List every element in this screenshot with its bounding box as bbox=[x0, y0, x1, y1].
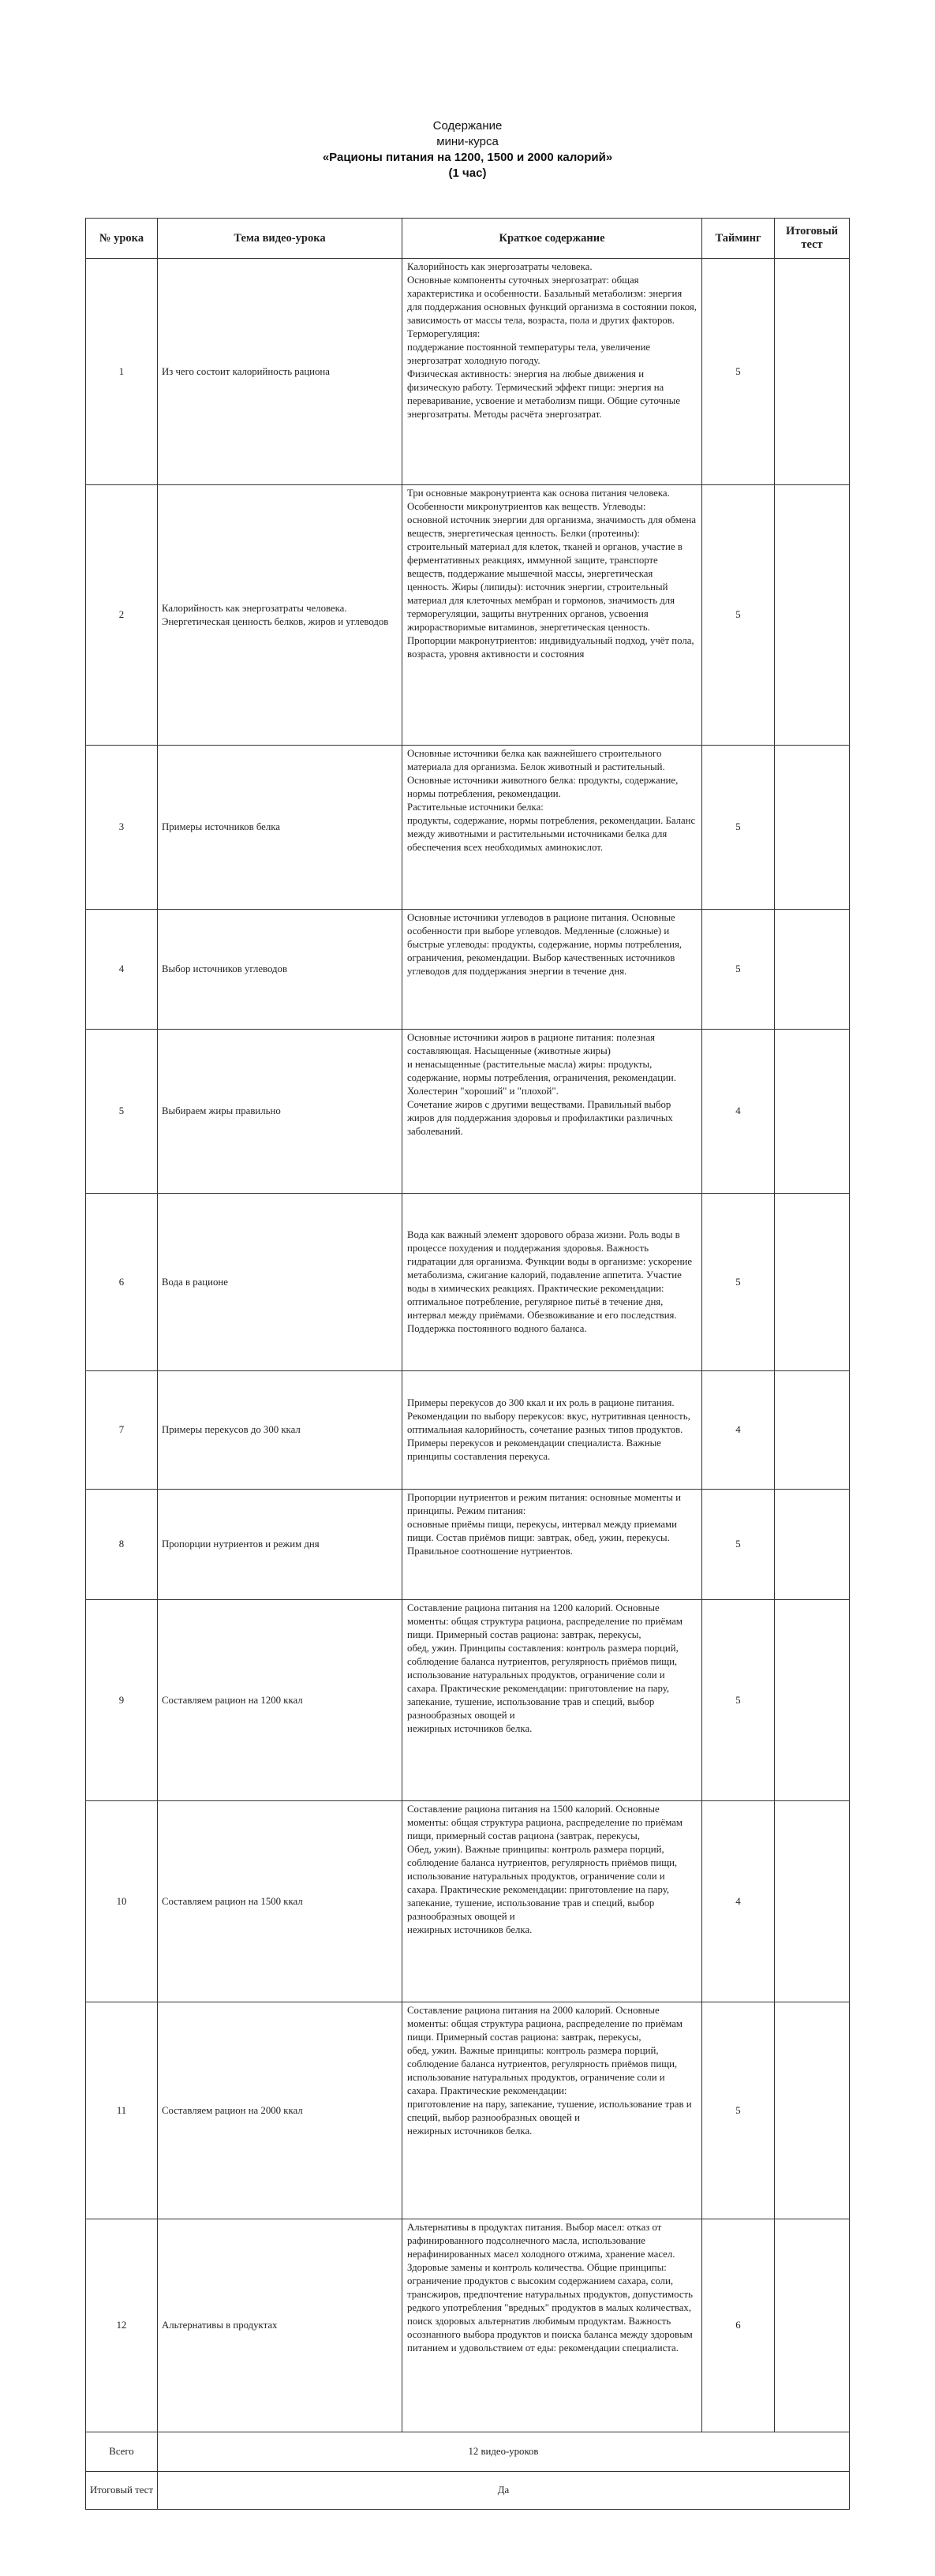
lesson-timing: 5 bbox=[702, 259, 775, 485]
lesson-number: 2 bbox=[86, 485, 158, 746]
lesson-timing: 5 bbox=[702, 746, 775, 910]
lesson-summary: Составление рациона питания на 2000 калорий. Основные моменты: общая структура рациона, распределение по приёмам пищи. Примерный состав рациона: завтрак, перекусы, обед, ужин. Важные принципы: контроль размера порций, соблюдение баланса нутриентов, регулярность приёмов пищи, использование натуральных продуктов, ограничение соли и сахара. Практические рекомендации: приготовление на пару, запекание, тушение, использование трав и специй, выбор разнообразных овощей и нежирных источников белка. bbox=[402, 2002, 702, 2219]
final-test-row bbox=[86, 2472, 850, 2510]
lesson-number: 4 bbox=[86, 910, 158, 1030]
col-header-summary: Краткое содержание bbox=[402, 219, 702, 259]
lesson-timing: 4 bbox=[702, 1030, 775, 1194]
total-value: 12 видео-уроков bbox=[158, 2432, 850, 2472]
course-table bbox=[85, 218, 850, 2510]
lesson-summary: Основные источники белка как важнейшего строительного материала для организма. Белок животный и растительный. Основные источники животного белка: продукты, содержание, нормы потребления, рекомендации. Растительные источники белка: продукты, содержание, нормы потребления, рекомендации. Баланс между животными и растительными источниками белка для обеспечения всех необходимых аминокислот. bbox=[402, 746, 702, 910]
lesson-topic: Пропорции нутриентов и режим дня bbox=[158, 1490, 402, 1600]
lesson-summary: Вода как важный элемент здорового образа жизни. Роль воды в процессе похудения и поддержания здоровья. Важность гидратации для организма. Функции воды в организме: ускорение метаболизма, сжигание калорий, подавление аппетита. Участие воды в химических реакциях. Практические рекомендации: оптимальное потребление, регулярное питьё в течение дня, интервал между приёмами. Обезвоживание и его последствия. Поддержка постоянного водного баланса. bbox=[402, 1194, 702, 1371]
lesson-timing: 5 bbox=[702, 2002, 775, 2219]
lesson-number: 11 bbox=[86, 2002, 158, 2219]
lesson-number: 6 bbox=[86, 1194, 158, 1371]
table-row bbox=[86, 2219, 850, 2432]
table-row bbox=[86, 1194, 850, 1371]
table-row bbox=[86, 1600, 850, 1801]
course-duration: (1 час) bbox=[448, 166, 487, 180]
lesson-summary: Основные источники углеводов в рационе питания. Основные особенности при выборе углеводов. Медленные (сложные) и быстрые углеводы: продукты, содержание, нормы потребления, ограничения, рекомендации. Выбор качественных источников углеводов для поддержания энергии в течение дня. bbox=[402, 910, 702, 1030]
lesson-test bbox=[775, 1030, 850, 1194]
lesson-topic: Альтернативы в продуктах bbox=[158, 2219, 402, 2432]
lesson-topic: Выбор источников углеводов bbox=[158, 910, 402, 1030]
lesson-topic: Вода в рационе bbox=[158, 1194, 402, 1371]
lesson-number: 10 bbox=[86, 1801, 158, 2002]
table-row bbox=[86, 746, 850, 910]
lesson-timing: 5 bbox=[702, 485, 775, 746]
total-row bbox=[86, 2432, 850, 2472]
lesson-timing: 4 bbox=[702, 1371, 775, 1490]
lesson-timing: 4 bbox=[702, 1801, 775, 2002]
header-subtitle: мини-курса bbox=[436, 135, 499, 148]
lesson-timing: 5 bbox=[702, 910, 775, 1030]
lesson-test bbox=[775, 746, 850, 910]
final-test-value: Да bbox=[158, 2472, 850, 2510]
lesson-timing: 5 bbox=[702, 1194, 775, 1371]
table-row bbox=[86, 1490, 850, 1600]
col-header-topic: Тема видео-урока bbox=[158, 219, 402, 259]
lesson-summary: Основные источники жиров в рационе питания: полезная составляющая. Насыщенные (животные жиры) и ненасыщенные (растительные масла) жиры: продукты, содержание, нормы потребления, ограничения, рекомендации. Холестерин "хороший" и "плохой". Сочетание жиров с другими веществами. Правильный выбор жиров для поддержания здоровья и профилактики различных заболеваний. bbox=[402, 1030, 702, 1194]
lesson-number: 8 bbox=[86, 1490, 158, 1600]
lesson-topic: Составляем рацион на 2000 ккал bbox=[158, 2002, 402, 2219]
lesson-test bbox=[775, 1490, 850, 1600]
table-row bbox=[86, 2002, 850, 2219]
lesson-summary: Три основные макронутриента как основа питания человека. Особенности микронутриентов как веществ. Углеводы: основной источник энергии для организма, значимость для обмена веществ, энергетическая ценность. Белки (протеины): строительный материал для клеток, тканей и органов, участие в ферментативных реакциях, иммунной защите, транспорте веществ, поддержание мышечной массы, энергетическая ценность. Жиры (липиды): источник энергии, строительный материал для клеточных мембран и гормонов, значимость для терморегуляции, защиты внутренних органов, усвоения жирорастворимые витаминов, энергетическая ценность. Пропорции макронутриентов: индивидуальный подход, учёт пола, возраста, уровня активности и состояния bbox=[402, 485, 702, 746]
table-row bbox=[86, 485, 850, 746]
lesson-topic: Из чего состоит калорийность рациона bbox=[158, 259, 402, 485]
course-title: «Рационы питания на 1200, 1500 и 2000 калорий» bbox=[322, 151, 613, 164]
lesson-summary: Калорийность как энергозатраты человека. Основные компоненты суточных энергозатрат: общая характеристика и особенности. Базальный метаболизм: энергия для поддержания основных функций организма в состоянии покоя, зависимость от массы тела, возраста, пола и других факторов. Терморегуляция: поддержание постоянной температуры тела, увеличение энергозатрат холодную погоду. Физическая активность: энергия на любые движения и физическую работу. Термический эффект пищи: энергия на переваривание, усвоение и метаболизм пищи. Общие суточные энергозатраты. Методы расчёта энергозатрат. bbox=[402, 259, 702, 485]
col-header-timing: Тайминг bbox=[702, 219, 775, 259]
lesson-timing: 5 bbox=[702, 1600, 775, 1801]
lesson-test bbox=[775, 1371, 850, 1490]
table-header-row bbox=[86, 219, 850, 259]
lesson-topic: Выбираем жиры правильно bbox=[158, 1030, 402, 1194]
lesson-test bbox=[775, 259, 850, 485]
final-test-label: Итоговый тест bbox=[86, 2472, 158, 2510]
lesson-test bbox=[775, 910, 850, 1030]
lesson-summary: Примеры перекусов до 300 ккал и их роль в рационе питания. Рекомендации по выбору перекусов: вкус, нутритивная ценность, оптимальная калорийность, сочетание разных типов продуктов. Примеры перекусов и рекомендации специалиста. Важные принципы составления перекуса. bbox=[402, 1371, 702, 1490]
lesson-number: 7 bbox=[86, 1371, 158, 1490]
lesson-test bbox=[775, 1801, 850, 2002]
lesson-topic: Примеры перекусов до 300 ккал bbox=[158, 1371, 402, 1490]
lesson-summary: Составление рациона питания на 1500 калорий. Основные моменты: общая структура рациона, распределение по приёмам пищи, примерный состав рациона (завтрак, перекусы, Обед, ужин). Важные принципы: контроль размера порций, соблюдение баланса нутриентов, регулярность приёмов пищи, использование натуральных продуктов, ограничение соли и сахара. Практические рекомендации: приготовление на пару, запекание, тушение, использование трав и специй, выбор разнообразных овощей и нежирных источников белка. bbox=[402, 1801, 702, 2002]
lesson-test bbox=[775, 2219, 850, 2432]
table-row bbox=[86, 910, 850, 1030]
lesson-topic: Составляем рацион на 1200 ккал bbox=[158, 1600, 402, 1801]
lesson-topic: Составляем рацион на 1500 ккал bbox=[158, 1801, 402, 2002]
lesson-timing: 5 bbox=[702, 1490, 775, 1600]
lesson-test bbox=[775, 1600, 850, 1801]
table-row bbox=[86, 1371, 850, 1490]
table-row bbox=[86, 1801, 850, 2002]
header-title: Содержание bbox=[432, 119, 503, 133]
lesson-number: 1 bbox=[86, 259, 158, 485]
lesson-test bbox=[775, 2002, 850, 2219]
lesson-summary: Альтернативы в продуктах питания. Выбор масел: отказ от рафинированного подсолнечного масла, использование нерафинированных масел холодного отжима, хранение масел. Здоровые замены и контроль количества. Общие принципы: ограничение продуктов с высоким содержанием сахара, соли, трансжиров, предпочтение натуральных продуктов, допустимость редкого употребления "вредных" продуктов в малых количествах, поиск здоровых альтернатив любимым продуктам. Важность осознанного выбора продуктов и поиска баланса между здоровым питанием и удовольствием от еды: рекомендации специалиста. bbox=[402, 2219, 702, 2432]
lesson-test bbox=[775, 1194, 850, 1371]
lesson-topic: Калорийность как энергозатраты человека. Энергетическая ценность белков, жиров и углеводов bbox=[158, 485, 402, 746]
lesson-test bbox=[775, 485, 850, 746]
col-header-final-test: Итоговый тест bbox=[775, 219, 850, 259]
table-row bbox=[86, 1030, 850, 1194]
lesson-number: 9 bbox=[86, 1600, 158, 1801]
lesson-topic: Примеры источников белка bbox=[158, 746, 402, 910]
lesson-number: 3 bbox=[86, 746, 158, 910]
col-header-number: № урока bbox=[86, 219, 158, 259]
lesson-number: 5 bbox=[86, 1030, 158, 1194]
lesson-summary: Пропорции нутриентов и режим питания: основные моменты и принципы. Режим питания: основные приёмы пищи, перекусы, интервал между приемами пищи. Состав приёмов пищи: завтрак, обед, ужин, перекусы. Правильное соотношение нутриентов. bbox=[402, 1490, 702, 1600]
total-label: Всего bbox=[86, 2432, 158, 2472]
lesson-number: 12 bbox=[86, 2219, 158, 2432]
lesson-summary: Составление рациона питания на 1200 калорий. Основные моменты: общая структура рациона, распределение по приёмам пищи. Примерный состав рациона: завтрак, перекусы, обед, ужин. Принципы составления: контроль размера порций, соблюдение баланса нутриентов, регулярность приёмов пищи, использование натуральных продуктов, ограничение соли и сахара. Практические рекомендации: приготовление на пару, запекание, тушение, использование трав и специй, выбор разнообразных овощей и нежирных источников белка. bbox=[402, 1600, 702, 1801]
lesson-timing: 6 bbox=[702, 2219, 775, 2432]
table-row bbox=[86, 259, 850, 485]
document-header bbox=[0, 118, 935, 181]
